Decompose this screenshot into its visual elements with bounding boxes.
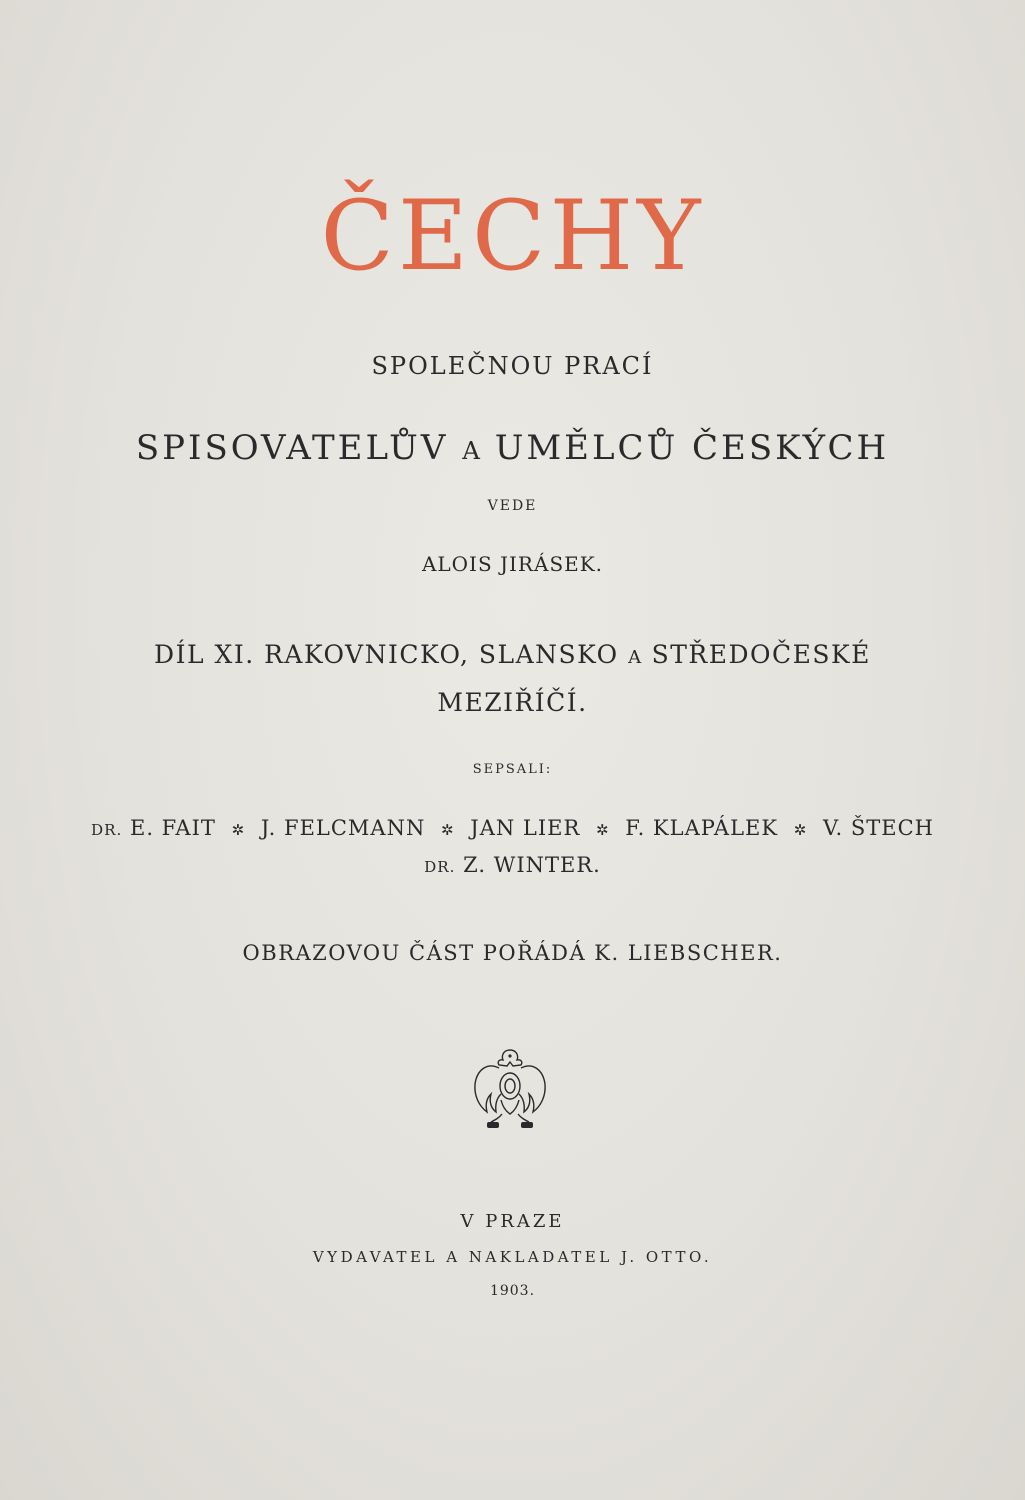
author-title: DR.	[91, 821, 123, 839]
separator-asterisk: ✲	[441, 820, 455, 839]
subtitle-writers: SPISOVATELŮV	[135, 428, 449, 468]
publisher-eagle-emblem-icon	[469, 1044, 551, 1134]
separator-asterisk: ✲	[596, 820, 610, 839]
volume-title-part-2: STŘEDOČESKÉ	[651, 640, 871, 669]
author-name: E. FAIT	[130, 816, 216, 840]
author-name: Z. WINTER.	[463, 853, 601, 877]
authors-line-2	[0, 853, 1025, 877]
page-title: ČECHY	[320, 180, 705, 292]
subtitle-conjunction: A	[462, 436, 481, 465]
author-name: F. KLAPÁLEK	[625, 816, 779, 840]
illustrations-editor: OBRAZOVOU ČÁST POŘÁDÁ K. LIEBSCHER.	[242, 941, 783, 965]
written-by-label: SEPSALI:	[472, 762, 553, 777]
volume-title-line-2: MEZIŘÍČÍ.	[437, 688, 588, 717]
volume-title-conjunction: A	[628, 647, 643, 668]
separator-asterisk: ✲	[793, 820, 808, 839]
authors-line-1	[0, 816, 1025, 840]
author-name: V. ŠTECH	[823, 816, 934, 840]
subtitle-collective-work: SPOLEČNOU PRACÍ	[371, 352, 654, 380]
subtitle-writers-artists	[0, 428, 1025, 468]
author-name: JAN LIER	[470, 816, 581, 840]
author-name: J. FELCMANN	[260, 816, 426, 840]
subtitle-artists: UMĚLCŮ ČESKÝCH	[494, 428, 890, 468]
publication-year: 1903.	[489, 1283, 536, 1299]
publication-city: V PRAZE	[460, 1211, 565, 1232]
separator-asterisk: ✲	[231, 820, 246, 839]
volume-title-part-1: DÍL XI. RAKOVNICKO, SLANSKO	[154, 640, 619, 669]
edited-by-label: VEDE	[487, 498, 538, 514]
publisher-name: VYDAVATEL A NAKLADATEL J. OTTO.	[312, 1248, 713, 1266]
volume-title-line-1	[0, 640, 1025, 669]
editor-name: ALOIS JIRÁSEK.	[421, 552, 604, 576]
author-title: DR.	[424, 858, 456, 876]
